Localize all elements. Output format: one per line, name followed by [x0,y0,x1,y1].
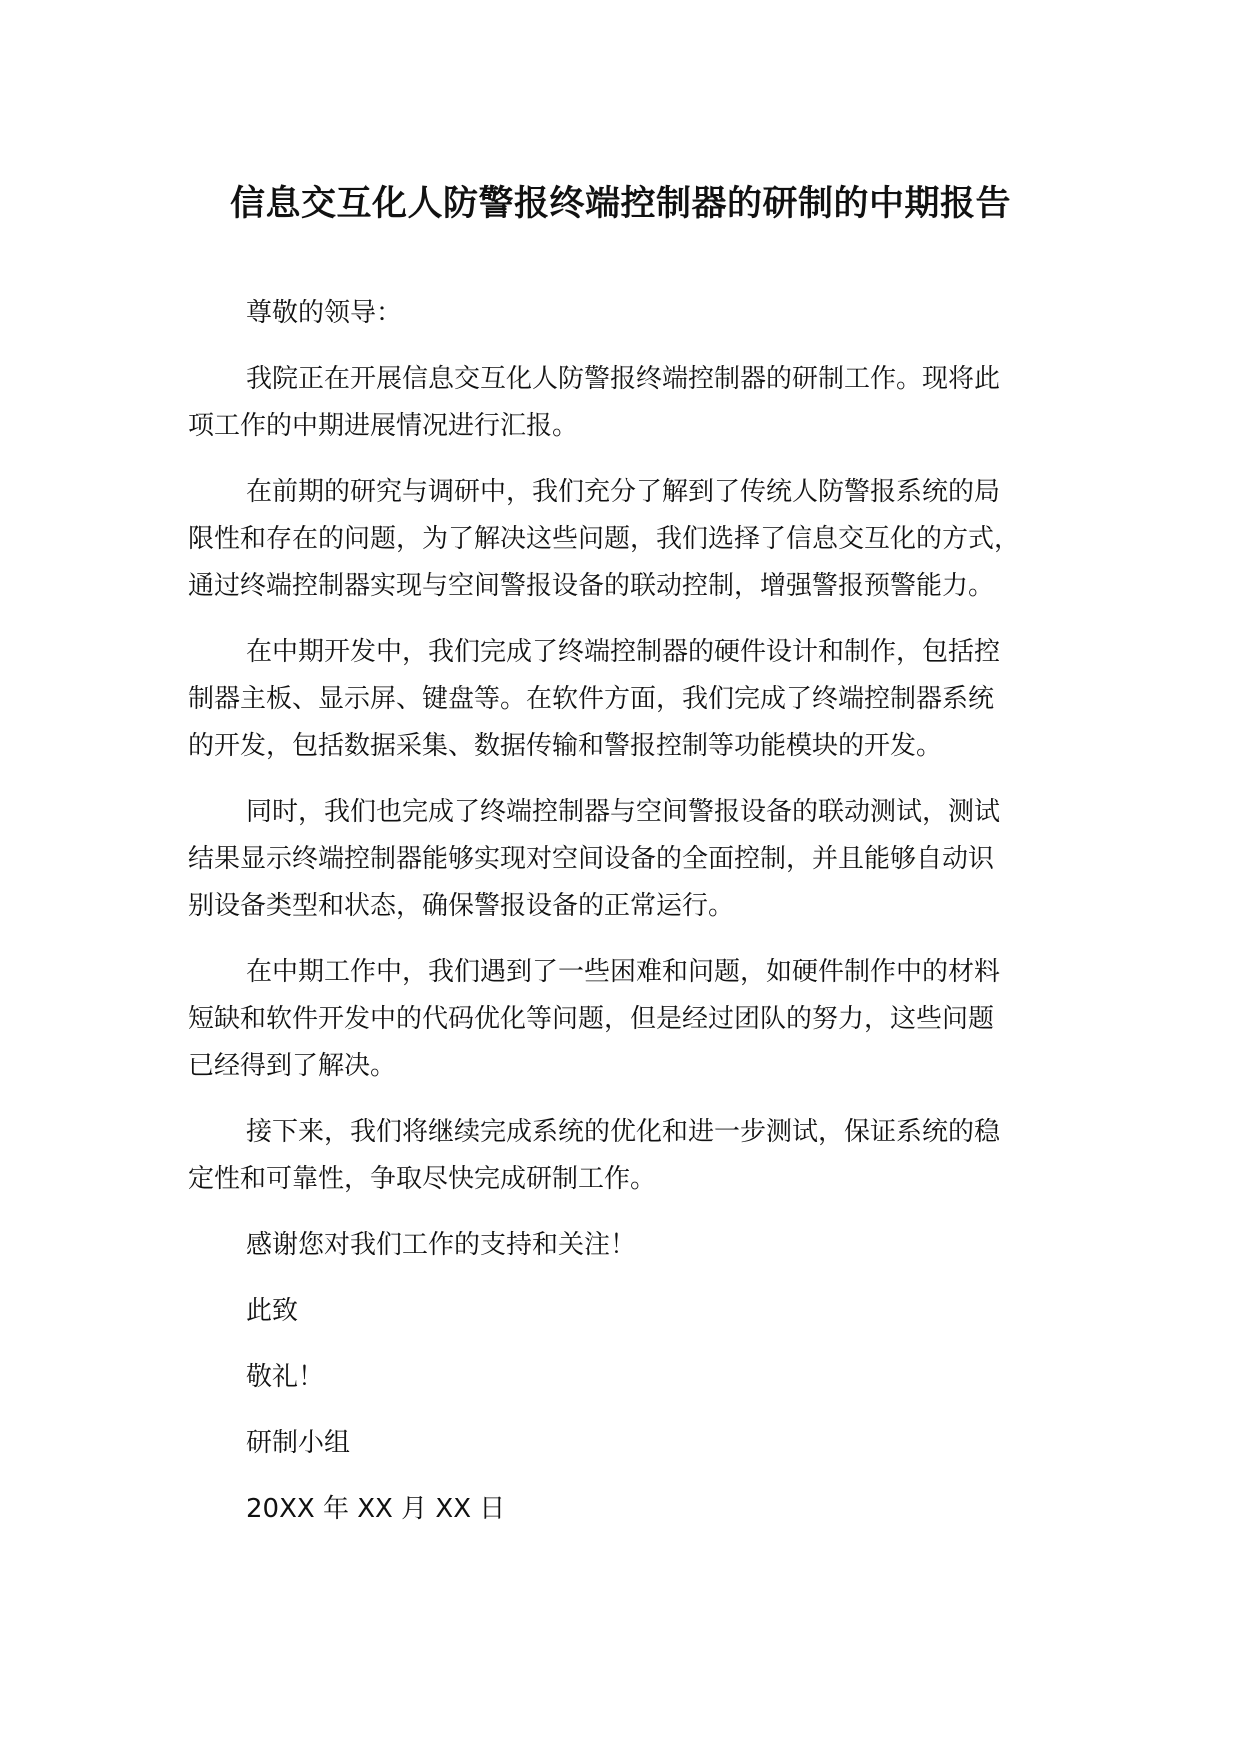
signature-text: 研制小组 [246,1428,351,1458]
document-title: 信息交互化人防警报终端控制器的研制的中期报告 [229,184,1011,224]
closing-line-2 [188,1354,1068,1401]
thanks-text: 感谢您对我们工作的支持和关注！ [246,1230,637,1260]
paragraph-line: 结果显示终端控制器能够实现对空间设备的全面控制，并且能够自动识 [188,844,995,874]
paragraph-line: 已经得到了解决。 [188,1051,397,1081]
paragraph-line: 在中期开发中，我们完成了终端控制器的硬件设计和制作，包括控 [246,637,1001,667]
paragraph-line: 限性和存在的问题，为了解决这些问题，我们选择了信息交互化的方式， [188,524,1021,554]
date-text: 20XX 年 XX 月 XX 日 [246,1494,506,1524]
paragraph-3 [188,629,1068,770]
document-body [188,290,1068,1552]
paragraph-2 [188,469,1068,610]
paragraph-line: 接下来，我们将继续完成系统的优化和进一步测试，保证系统的稳 [246,1117,1001,1147]
signature-line [188,1420,1068,1467]
closing-text-2: 敬礼！ [246,1362,325,1392]
paragraph-line: 同时，我们也完成了终端控制器与空间警报设备的联动测试，测试 [246,797,1001,827]
paragraph-line: 项工作的中期进展情况进行汇报。 [188,411,579,441]
salutation [188,290,1068,337]
paragraph-6 [188,1109,1068,1203]
closing-text-1: 此致 [246,1296,299,1326]
paragraph-line: 的开发，包括数据采集、数据传输和警报控制等功能模块的开发。 [188,731,943,761]
thanks-line [188,1222,1068,1269]
closing-line-1 [188,1288,1068,1335]
paragraph-line: 短缺和软件开发中的代码优化等问题，但是经过团队的努力，这些问题 [188,1004,995,1034]
paragraph-line: 定性和可靠性，争取尽快完成研制工作。 [188,1164,657,1194]
paragraph-line: 通过终端控制器实现与空间警报设备的联动控制，增强警报预警能力。 [188,571,995,601]
paragraph-5 [188,949,1068,1090]
paragraph-line: 在中期工作中，我们遇到了一些困难和问题，如硬件制作中的材料 [246,957,1001,987]
paragraph-1 [188,356,1068,450]
paragraph-line: 在前期的研究与调研中，我们充分了解到了传统人防警报系统的局 [246,477,1001,507]
paragraph-line: 我院正在开展信息交互化人防警报终端控制器的研制工作。现将此 [246,364,1001,394]
salutation-text: 尊敬的领导： [246,298,403,328]
date-line [188,1486,1068,1533]
paragraph-line: 别设备类型和状态，确保警报设备的正常运行。 [188,891,735,921]
paragraph-4 [188,789,1068,930]
paragraph-line: 制器主板、显示屏、键盘等。在软件方面，我们完成了终端控制器系统 [188,684,995,714]
